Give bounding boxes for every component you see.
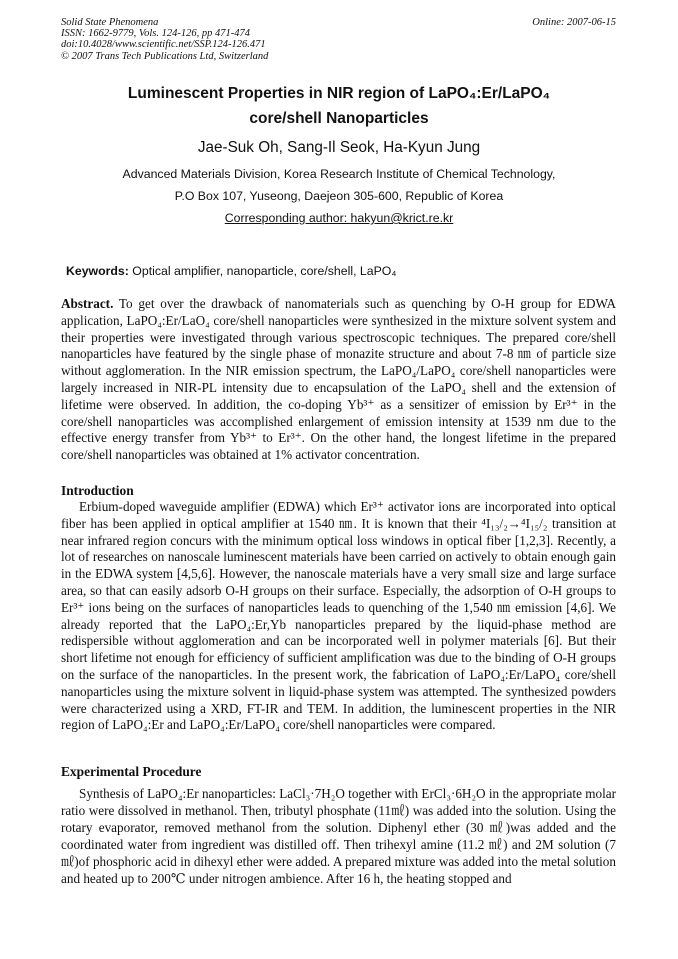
abstract: [61, 296, 616, 464]
issn: ISSN: 1662-9779, Vols. 124-126, pp 471-474: [61, 28, 250, 40]
abstract-text: To get over the drawback of nanomaterials such as quenching by O-H group for EDWA application, LaPO₄:Er/LaO₄ core/shell nanoparticles were synthesized in the mixture solvent system and their properties were investigated through various spectroscopic techniques. The prepared core/shell nanoparticles have featured by the single phase of monazite structure and about 7-8 ㎚ of particle size without agglomeration. In the NIR emission spectrum, the LaPO₄/LaPO₄ core/shell nanoparticles were largely increased in NIR-PL intensity due to encapsulation of the LaPO₄ shell and the extension of lifetime were observed. In addition, the co-doping Yb³⁺ as a sensitizer of emission by Er³⁺ in the core/shell nanoparticles was accomplished enlargement of emission intensity at 1539 nm due to the effective energy transfer from Yb³⁺ to Er³⁺. On the other hand, the longest lifetime in the prepared core/shell nanoparticles was obtained at 1% activator concentration.: [61, 296, 617, 463]
corresponding-author-link[interactable]: Corresponding author: hakyun@krict.re.kr: [224, 211, 454, 225]
journal-name: Solid State Phenomena: [61, 17, 159, 28]
doi: doi:10.4028/www.scientific.net/SSP.124-126.471: [61, 39, 266, 51]
experimental-heading: Experimental Procedure: [61, 764, 202, 779]
paper-title: [0, 81, 678, 131]
journal-header: [61, 17, 616, 62]
title-line-1: Luminescent Properties in NIR region of LaPO₄:Er/LaPO₄: [127, 85, 551, 102]
affiliation: [0, 163, 678, 229]
keywords-text: Optical amplifier, nanoparticle, core/shell, LaPO₄: [132, 264, 397, 278]
title-line-2: core/shell Nanoparticles: [249, 110, 429, 127]
affiliation-line-1: Advanced Materials Division, Korea Research Institute of Chemical Technology,: [122, 167, 556, 181]
keywords: [66, 264, 396, 278]
online-date: Online: 2007-06-15: [532, 17, 616, 28]
authors: Jae-Suk Oh, Sang-Il Seok, Ha-Kyun Jung: [197, 139, 481, 156]
introduction-heading: Introduction: [61, 483, 134, 498]
introduction-text: Erbium-doped waveguide amplifier (EDWA) which Er³⁺ activator ions are incorporated into optical fiber has been applied in optical amplifier at 1540 ㎚. It is known that their ⁴I₁₃/₂→⁴I₁₅/₂ transition at near infrared region concurs with the minimum optical loss windows in optical fiber [1,2,3]. Recently, a lot of researches on nanoscale luminescent materials have been carried on actively to obtain enough gain in the EDWA system [4,5,6]. However, the nanoscale materials have a very small size and large surface area, so that can easily adsorb O-H groups on their surface. Especially, the adsorption of O-H groups to Er³⁺ ions being on the surfaces of nanoparticles leads to quenching of the 1,540 ㎚ emission [4,6]. We already reported that the LaPO₄:Er,Yb nanoparticles prepared by the liquid-phase method are redispersible without agglomeration and can be incorporated well in polymer materials [6]. But their short lifetime not enough for efficiency of sufficient amplification was due to the binding of O-H groups on the surface of the nanoparticles. In the present work, the fabrication of LaPO₄:Er/LaPO₄ core/shell nanoparticles using the mixture solvent in liquid-phase system was attempted. The synthesized powders were characterized using a XRD, FT-IR and TEM. In addition, the luminescent properties in the NIR region of LaPO₄:Er and LaPO₄:Er/LaPO₄ core/shell nanoparticles were compared.: [61, 499, 616, 733]
affiliation-line-2: P.O Box 107, Yuseong, Daejeon 305-600, Republic of Korea: [174, 189, 504, 203]
experimental-text: Synthesis of LaPO₄:Er nanoparticles: LaCl₃·7H₂O together with ErCl₃·6H₂O in the appropriate molar ratio were dissolved in methanol. Then, tributyl phosphate (11㎖) was added into the solution. Using the rotary evaporator, removed methanol from the solution. Diphenyl ether (30 ㎖)was added and the coordinated water from ingredient was distilled off. Then trihexyl amine (11.2 ㎖) and 2M solution (7 ㎖)of phosphoric acid in dihexyl ether were added. A prepared mixture was added into the metal solution and heated up to 200℃ under nitrogen ambience. After 16 h, the heating stopped and: [61, 786, 616, 886]
abstract-label: Abstract.: [61, 296, 114, 311]
copyright: © 2007 Trans Tech Publications Ltd, Switzerland: [61, 50, 269, 62]
keywords-label: Keywords:: [66, 264, 129, 278]
